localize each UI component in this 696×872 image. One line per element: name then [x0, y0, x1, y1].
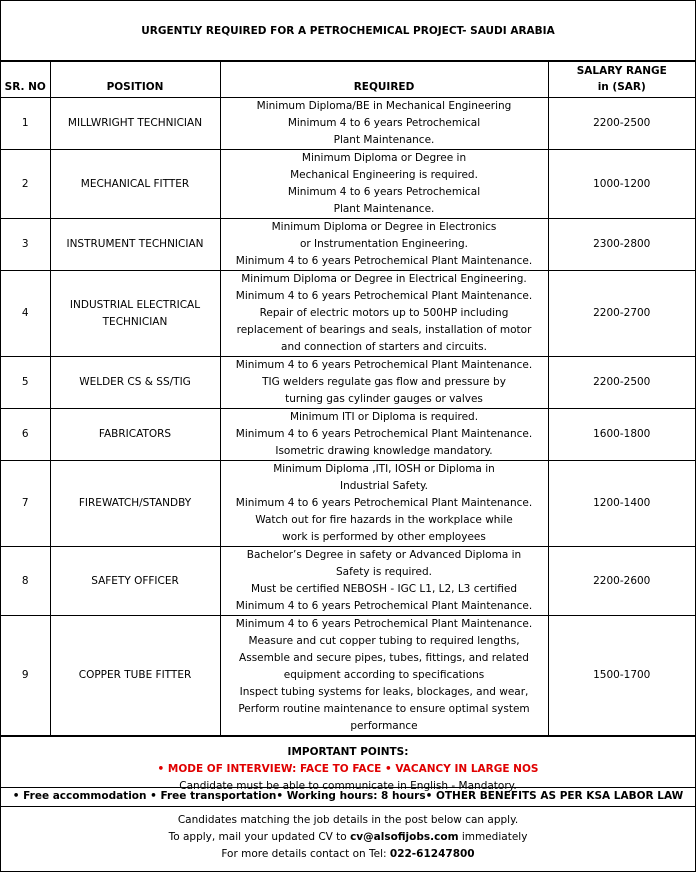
requirement-line: Industrial Safety.	[339, 480, 428, 492]
row-salary: 2300-2800	[548, 219, 695, 271]
requirement-line: Minimum ITI or Diploma is required.	[289, 411, 479, 423]
requirement-line: Minimum 4 to 6 years Petrochemical	[287, 186, 481, 198]
row-position	[50, 357, 220, 409]
requirement-line: Plant Maintenance.	[333, 134, 435, 146]
requirement-line: Minimum Diploma or Degree in	[301, 152, 467, 164]
table-header-row	[1, 62, 695, 98]
contact-email-line	[1, 829, 695, 846]
contact-section	[1, 806, 695, 870]
row-requirements	[220, 150, 548, 219]
table-row	[1, 150, 695, 219]
position-line: TECHNICIAN	[102, 315, 168, 328]
interview-mode-note: • MODE OF INTERVIEW: FACE TO FACE • VACANCY IN LARGE NOS	[157, 763, 539, 775]
row-requirements	[220, 461, 548, 547]
contact-intro: Candidates matching the job details in the post below can apply.	[177, 814, 519, 826]
requirement-line: Minimum 4 to 6 years Petrochemical Plant Maintenance.	[235, 618, 533, 630]
contact-phone: 022-61247800	[389, 848, 475, 860]
important-heading: IMPORTANT POINTS:	[287, 746, 409, 758]
requirement-line: or Instrumentation Engineering.	[299, 238, 469, 250]
row-sr-no: 7	[1, 461, 50, 547]
requirement-line: performance	[350, 720, 418, 732]
requirement-line: Inspect tubing systems for leaks, blockages, and wear,	[239, 686, 529, 698]
requirement-line: Isometric drawing knowledge mandatory.	[275, 445, 493, 457]
contact-phone-prefix: For more details contact on Tel:	[221, 848, 390, 860]
requirement-line: Perform routine maintenance to ensure optimal system	[238, 703, 530, 715]
row-salary: 1000-1200	[548, 150, 695, 219]
requirement-line: Minimum 4 to 6 years Petrochemical Plant Maintenance.	[235, 290, 533, 302]
row-sr-no: 5	[1, 357, 50, 409]
benefits-line: • Free accommodation • Free transportation• Working hours: 8 hours• OTHER BENEFITS AS PER KSA LABOR LAW	[1, 787, 695, 806]
requirement-line: replacement of bearings and seals, installation of motor	[236, 324, 532, 336]
positions-table	[1, 61, 695, 736]
important-points	[1, 736, 695, 792]
row-requirements	[220, 357, 548, 409]
row-position	[50, 547, 220, 616]
requirement-line: Plant Maintenance.	[333, 203, 435, 215]
row-sr-no: 2	[1, 150, 50, 219]
row-requirements	[220, 616, 548, 736]
position-line: FABRICATORS	[98, 428, 172, 440]
position-line: FIREWATCH/STANDBY	[78, 497, 192, 509]
requirement-line: equipment according to specifications	[283, 669, 485, 681]
table-row	[1, 357, 695, 409]
header-salary-line2: in (SAR)	[597, 81, 646, 93]
requirement-line: Minimum 4 to 6 years Petrochemical	[287, 117, 481, 129]
requirement-line: TIG welders regulate gas flow and pressure by	[262, 376, 506, 388]
requirement-line: work is performed by other employees	[282, 531, 486, 543]
requirement-line: Minimum Diploma or Degree in Electronics	[271, 221, 497, 233]
requirement-line: turning gas cylinder gauges or valves	[285, 393, 483, 405]
header-salary	[548, 62, 695, 98]
header-required: REQUIRED	[220, 62, 548, 98]
row-salary: 1600-1800	[548, 409, 695, 461]
position-line: COPPER TUBE FITTER	[78, 669, 192, 681]
row-sr-no: 9	[1, 616, 50, 736]
requirement-line: Minimum 4 to 6 years Petrochemical Plant Maintenance.	[235, 255, 533, 267]
table-body	[1, 98, 695, 736]
requirement-line: Repair of electric motors up to 500HP including	[259, 307, 509, 319]
requirement-line: Minimum 4 to 6 years Petrochemical Plant Maintenance.	[235, 359, 533, 371]
header-position: POSITION	[50, 62, 220, 98]
position-line: MILLWRIGHT TECHNICIAN	[67, 117, 203, 129]
row-salary: 2200-2500	[548, 357, 695, 409]
row-requirements	[220, 409, 548, 461]
requirement-line: and connection of starters and circuits.	[281, 341, 487, 353]
position-line: INSTRUMENT TECHNICIAN	[66, 238, 204, 250]
position-line: WELDER CS & SS/TIG	[79, 376, 191, 388]
row-requirements	[220, 219, 548, 271]
requirement-line: Minimum Diploma ,ITI, IOSH or Diploma in	[273, 463, 495, 475]
requirement-line: Bachelor’s Degree in safety or Advanced Diploma in	[246, 549, 522, 561]
row-position	[50, 219, 220, 271]
requirement-line: Mechanical Engineering is required.	[290, 169, 478, 181]
table-row	[1, 409, 695, 461]
requirement-line: Minimum Diploma/BE in Mechanical Engineering	[256, 100, 512, 112]
row-requirements	[220, 98, 548, 150]
contact-phone-line	[1, 846, 695, 863]
table-row	[1, 98, 695, 150]
requirement-line: Assemble and secure pipes, tubes, fittings, and related	[239, 652, 529, 664]
row-sr-no: 4	[1, 271, 50, 357]
row-position	[50, 271, 220, 357]
requirement-line: Measure and cut copper tubing to required lengths,	[248, 635, 520, 647]
english-requirement-note: Candidate must be able to communicate in English - Mandatory.	[179, 780, 517, 792]
row-salary: 1500-1700	[548, 616, 695, 736]
row-position	[50, 409, 220, 461]
row-salary: 2200-2600	[548, 547, 695, 616]
row-salary: 2200-2500	[548, 98, 695, 150]
header-salary-line1: SALARY RANGE	[576, 65, 667, 77]
requirement-line: Must be certified NEBOSH - IGC L1, L2, L3 certified	[250, 583, 518, 595]
table-row	[1, 547, 695, 616]
page-title: URGENTLY REQUIRED FOR A PETROCHEMICAL PROJECT- SAUDI ARABIA	[1, 1, 695, 61]
requirement-line: Minimum Diploma or Degree in Electrical Engineering.	[241, 273, 527, 285]
requirement-line: Safety is required.	[336, 566, 432, 578]
row-position	[50, 461, 220, 547]
requirement-line: Minimum 4 to 6 years Petrochemical Plant Maintenance.	[235, 600, 533, 612]
position-line: MECHANICAL FITTER	[80, 177, 190, 190]
table-row	[1, 616, 695, 736]
row-position	[50, 98, 220, 150]
row-requirements	[220, 271, 548, 357]
row-sr-no: 3	[1, 219, 50, 271]
row-sr-no: 1	[1, 98, 50, 150]
row-position	[50, 150, 220, 219]
contact-email-suffix: immediately	[458, 831, 528, 843]
requirement-line: Watch out for fire hazards in the workplace while	[255, 514, 513, 526]
row-salary: 1200-1400	[548, 461, 695, 547]
contact-email[interactable]: cv@alsofijobs.com	[350, 831, 459, 843]
header-sr-no: SR. NO	[1, 62, 50, 98]
table-row	[1, 461, 695, 547]
row-salary: 2200-2700	[548, 271, 695, 357]
position-line: SAFETY OFFICER	[91, 574, 179, 587]
row-position	[50, 616, 220, 736]
requirement-line: Minimum 4 to 6 years Petrochemical Plant Maintenance.	[235, 428, 533, 440]
contact-email-prefix: To apply, mail your updated CV to	[168, 831, 351, 843]
row-requirements	[220, 547, 548, 616]
position-line: INDUSTRIAL ELECTRICAL	[69, 298, 201, 311]
row-sr-no: 8	[1, 547, 50, 616]
requirement-line: Minimum 4 to 6 years Petrochemical Plant Maintenance.	[235, 497, 533, 509]
table-row	[1, 219, 695, 271]
table-row	[1, 271, 695, 357]
row-sr-no: 6	[1, 409, 50, 461]
